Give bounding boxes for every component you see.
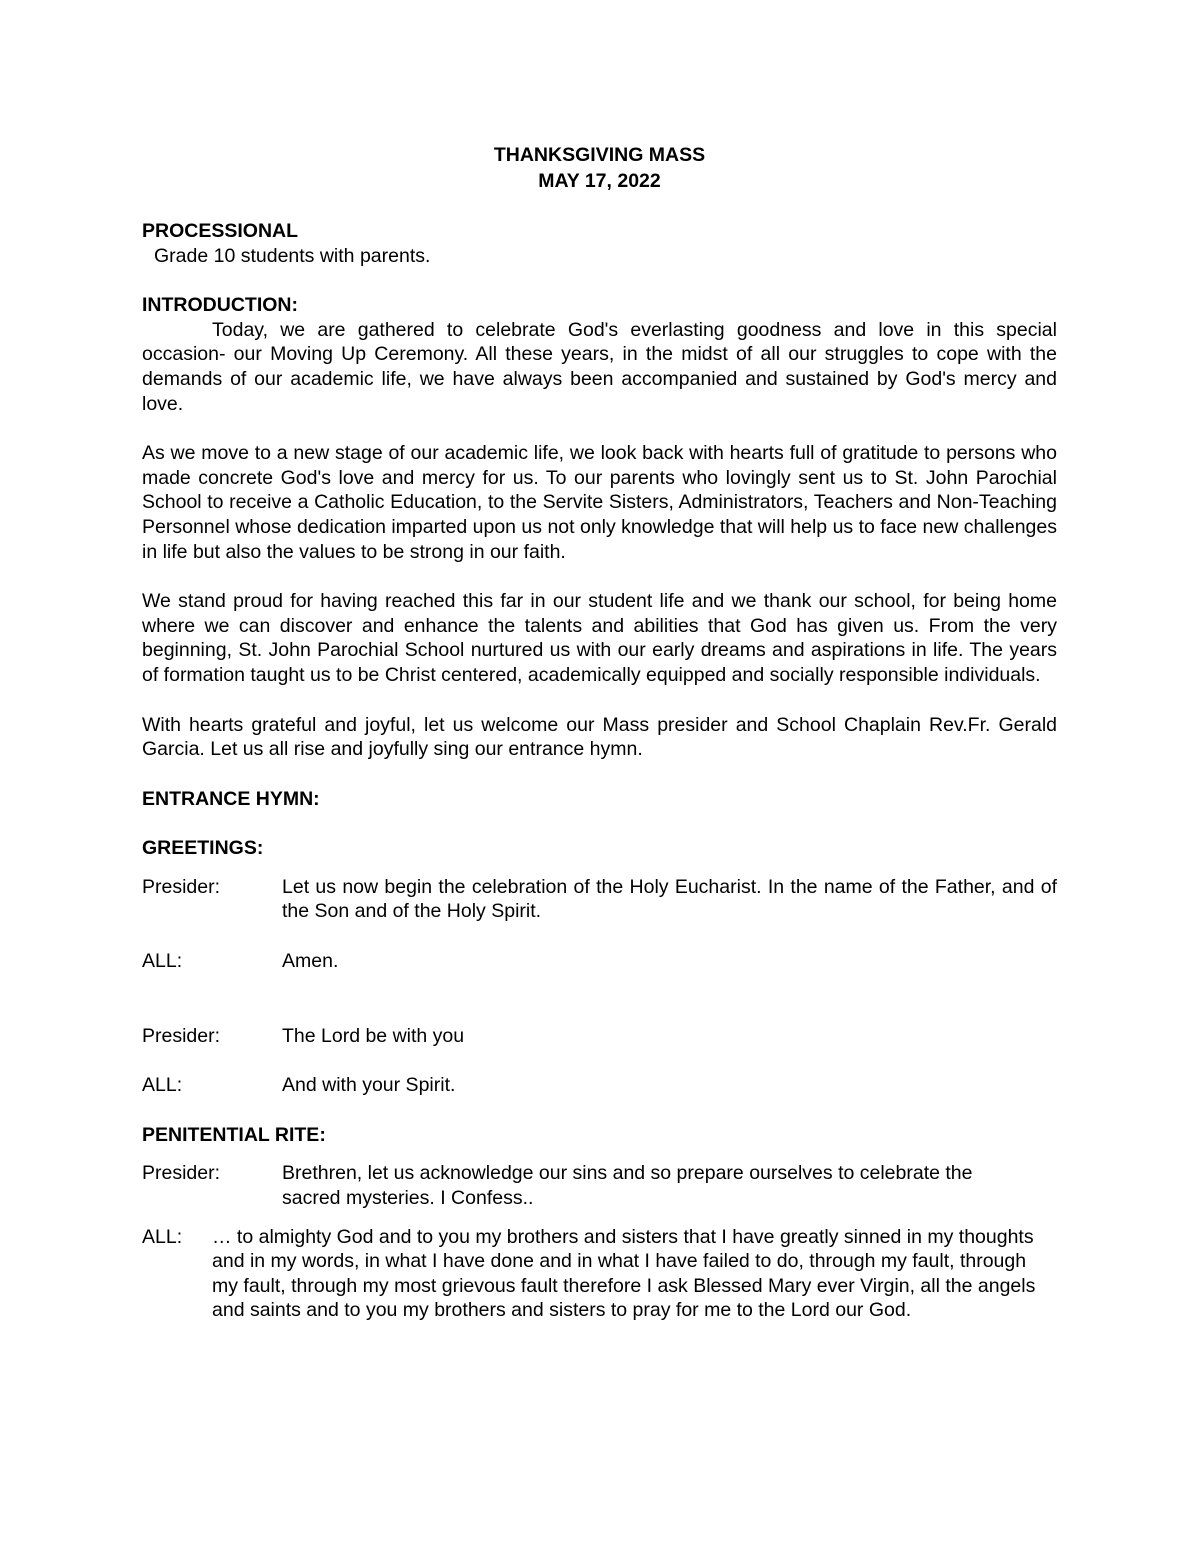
introduction-paragraph: As we move to a new stage of our academic life, we look back with hearts full of gratitude to persons who made concrete God's love and mercy for us. To our parents who lovingly sent us to St. John Parochial School to receive a Catholic Education, to the Servite Sisters, Administrators, Teachers and Non-Teaching Personnel whose dedication imparted upon us not only knowledge that will help us to face new challenges in life but also the values to be strong in our faith. — [142, 442, 1057, 563]
document-date: MAY 17, 2022 — [538, 170, 661, 192]
introduction-paragraph: With hearts grateful and joyful, let us welcome our Mass presider and School Chaplain Rev.Fr. Gerald Garcia. Let us all rise and joyfully sing our entrance hymn. — [142, 713, 1057, 761]
introduction-paragraph: We stand proud for having reached this far in our student life and we thank our school, for being home where we can discover and enhance the talents and abilities that God has given us. From the very beginning, St. John Parochial School nurtured us with our early dreams and aspirations in life. The years of formation taught us to be Christ centered, academically equipped and socially responsible individuals. — [142, 590, 1057, 686]
dialogue-line — [142, 1024, 1057, 1049]
speaker-label: ALL: — [142, 950, 183, 973]
dialogue-text: And with your Spirit. — [282, 1074, 456, 1097]
speaker-label: Presider: — [142, 1024, 221, 1047]
greetings-heading: GREETINGS: — [142, 837, 264, 860]
spacer — [142, 924, 1057, 949]
penitential-rite-heading: PENITENTIAL RITE: — [142, 1123, 326, 1146]
speaker-label: ALL: — [142, 1225, 183, 1248]
introduction-heading: INTRODUCTION: — [142, 294, 298, 317]
spacer — [142, 861, 1057, 875]
spacer — [142, 688, 1057, 713]
speaker-label: Presider: — [142, 1162, 221, 1185]
dialogue-line — [142, 1161, 1057, 1210]
document-page — [142, 142, 1057, 1323]
speaker-label: ALL: — [142, 1074, 183, 1097]
spacer — [142, 999, 1057, 1024]
introduction-paragraph: Today, we are gathered to celebrate God's everlasting goodness and love in this special occasion- our Moving Up Ceremony. All these years, in the midst of all our struggles to cope with the demands of our academic life, we have always been accompanied and sustained by God's mercy and love. — [142, 318, 1057, 415]
spacer — [142, 268, 1057, 293]
spacer — [142, 974, 1057, 999]
spacer — [142, 1048, 1057, 1073]
dialogue-line — [142, 1225, 1057, 1323]
spacer — [142, 762, 1057, 787]
dialogue-line — [142, 875, 1057, 924]
dialogue-text: The Lord be with you — [282, 1024, 465, 1047]
processional-text: Grade 10 students with parents. — [154, 244, 431, 267]
spacer — [142, 811, 1057, 836]
dialogue-text: Let us now begin the celebration of the Holy Eucharist. In the name of the Father, and of the Son and of the Holy Spirit. — [282, 875, 1057, 923]
spacer — [142, 564, 1057, 589]
dialogue-text: … to almighty God and to you my brothers and sisters that I have greatly sinned in my thoughts and in my words, in what I have done and in what I have failed to do, through my fault, through my fault, through my most grievous fault therefore I ask Blessed Mary ever Virgin, all the angels and saints and to you my brothers and sisters to pray for me to the Lord our God. — [212, 1225, 1036, 1322]
spacer — [142, 1147, 1057, 1161]
spacer — [142, 1098, 1057, 1123]
dialogue-text: Brethren, let us acknowledge our sins and so prepare ourselves to celebrate the sacred mysteries. I Confess.. — [282, 1162, 973, 1210]
spacer — [142, 1211, 1057, 1225]
spacer — [142, 194, 1057, 219]
entrance-hymn-heading: ENTRANCE HYMN: — [142, 787, 320, 810]
processional-heading: PROCESSIONAL — [142, 220, 299, 242]
document-title: THANKSGIVING MASS — [493, 144, 706, 166]
spacer — [142, 416, 1057, 441]
dialogue-line — [142, 1073, 1057, 1098]
dialogue-text: Amen. — [282, 950, 339, 973]
dialogue-line — [142, 949, 1057, 974]
speaker-label: Presider: — [142, 875, 221, 898]
